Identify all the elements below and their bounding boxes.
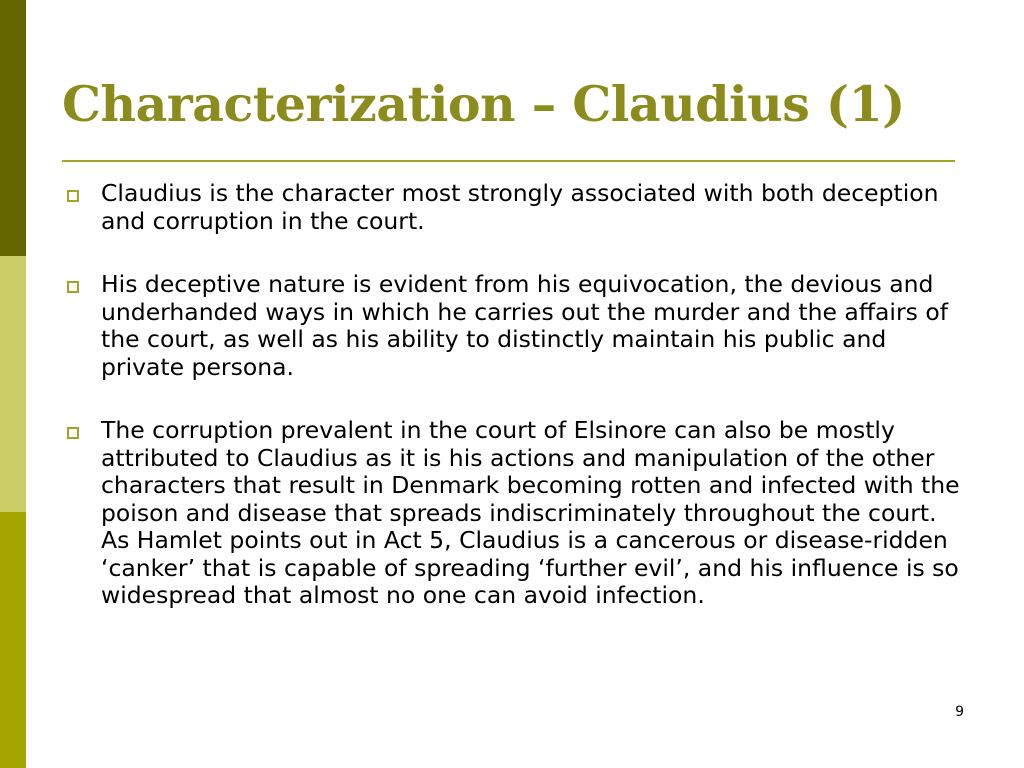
bullet-item <box>62 271 967 381</box>
accent-bar-top <box>0 0 26 256</box>
square-bullet-icon <box>67 427 79 439</box>
bullet-item <box>62 180 967 235</box>
bullet-text: The corruption prevalent in the court of Elsinore can also be mostly attributed to Claudius as it is his actions and manipulation of the other characters that result in Denmark becoming rotten and infected with the poison and disease that spreads indiscriminately throughout the court. As Hamlet points out in Act 5, Claudius is a cancerous or disease-ridden ‘canker’ that is capable of spreading ‘further evil’, and his influence is so widespread that almost no one can avoid infection. <box>101 416 960 609</box>
square-bullet-icon <box>67 281 79 293</box>
bullet-item <box>62 417 967 610</box>
accent-bar-middle <box>0 256 26 512</box>
accent-bar-bottom <box>0 512 26 768</box>
page-number: 9 <box>955 704 964 720</box>
bullet-text: His deceptive nature is evident from his equivocation, the devious and underhanded ways in which he carries out the murder and the affairs of the court, as well as his ability to distinctly maintain his public and private persona. <box>101 270 948 381</box>
square-bullet-icon <box>67 190 79 202</box>
bullet-text: Claudius is the character most strongly associated with both deception and corruption in the court. <box>101 179 939 235</box>
title-underline <box>62 160 955 162</box>
slide-title: Characterization – Claudius (1) <box>62 75 905 133</box>
bullet-list <box>62 180 967 646</box>
